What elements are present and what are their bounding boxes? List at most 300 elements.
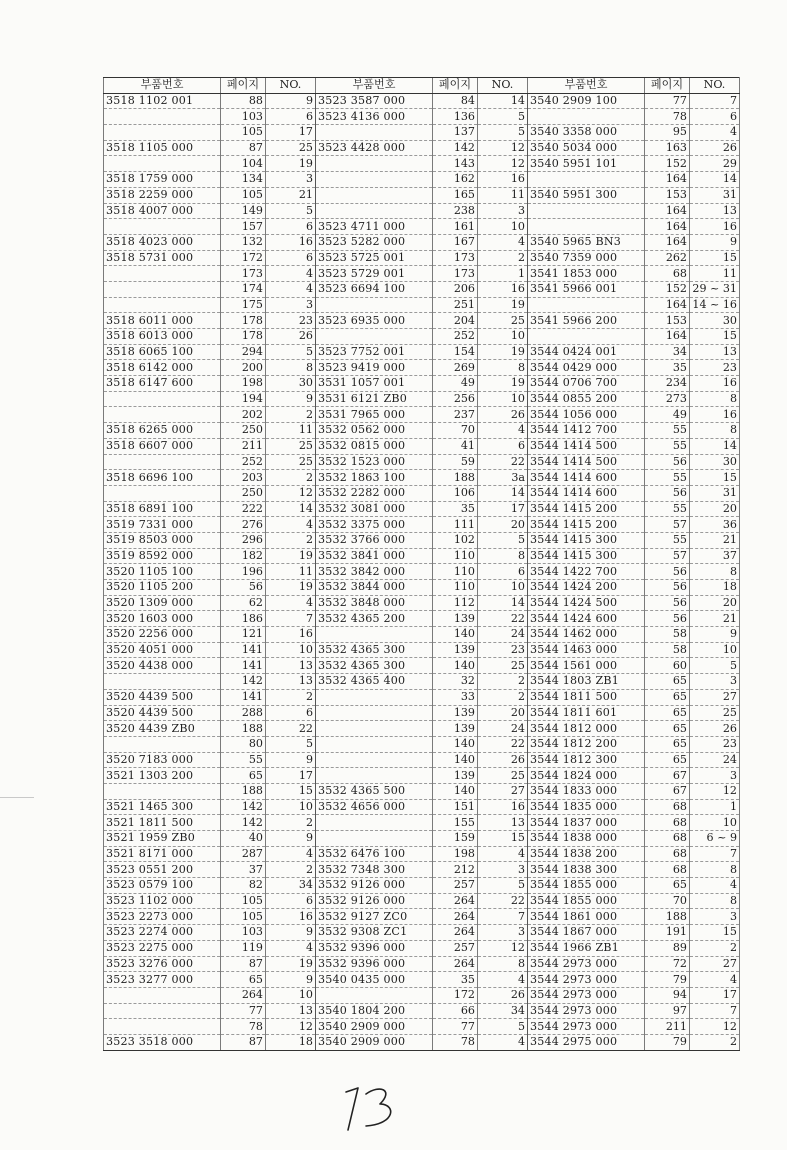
part-number-cell <box>104 674 221 690</box>
part-number-cell: 3521 1303 200 <box>104 768 221 784</box>
page-cell: 35 <box>433 972 478 988</box>
part-number-cell: 3540 5951 101 <box>528 156 645 172</box>
page-cell: 251 <box>433 297 478 313</box>
item-no-cell: 20 <box>690 501 740 517</box>
page-cell: 66 <box>433 1003 478 1019</box>
part-number-cell: 3523 3587 000 <box>316 93 433 109</box>
item-no-cell: 7 <box>690 93 740 109</box>
part-number-cell: 3521 1811 500 <box>104 815 221 831</box>
part-number-cell: 3521 1465 300 <box>104 799 221 815</box>
table-row <box>104 909 740 925</box>
part-number-cell: 3518 6696 100 <box>104 470 221 486</box>
item-no-cell: 2 <box>266 862 316 878</box>
item-no-cell: 8 <box>690 391 740 407</box>
item-no-cell: 10 <box>266 987 316 1003</box>
table-row <box>104 846 740 862</box>
scan-edge-mark <box>0 797 34 798</box>
page-cell: 70 <box>645 893 690 909</box>
item-no-cell: 9 <box>266 972 316 988</box>
part-number-cell: 3540 2909 000 <box>316 1034 433 1050</box>
page-cell: 78 <box>433 1034 478 1050</box>
page-cell: 65 <box>221 768 266 784</box>
page-cell: 140 <box>433 752 478 768</box>
part-number-cell: 3531 6121 ZB0 <box>316 391 433 407</box>
page-cell: 65 <box>645 705 690 721</box>
page-cell: 119 <box>221 940 266 956</box>
item-no-cell: 31 <box>690 187 740 203</box>
page-cell: 142 <box>433 140 478 156</box>
table-row <box>104 752 740 768</box>
page-cell: 165 <box>433 187 478 203</box>
page-cell: 153 <box>645 313 690 329</box>
part-number-cell: 3518 6013 000 <box>104 329 221 345</box>
page-cell: 68 <box>645 266 690 282</box>
table-row <box>104 564 740 580</box>
page-cell: 178 <box>221 329 266 345</box>
item-no-cell: 5 <box>266 203 316 219</box>
page-cell: 175 <box>221 297 266 313</box>
page-cell: 155 <box>433 815 478 831</box>
table-row <box>104 878 740 894</box>
page-cell: 273 <box>645 391 690 407</box>
table-header-row <box>104 78 740 94</box>
item-no-cell: 11 <box>478 187 528 203</box>
part-number-cell: 3544 1424 500 <box>528 595 645 611</box>
item-no-cell: 4 <box>478 423 528 439</box>
item-no-cell: 2 <box>266 532 316 548</box>
table-row <box>104 250 740 266</box>
item-no-cell: 5 <box>690 658 740 674</box>
part-number-cell: 3544 2973 000 <box>528 972 645 988</box>
page-cell: 97 <box>645 1003 690 1019</box>
item-no-cell: 2 <box>478 689 528 705</box>
table-row <box>104 736 740 752</box>
part-number-cell <box>316 627 433 643</box>
part-number-cell: 3532 9126 000 <box>316 878 433 894</box>
part-number-cell: 3523 5729 001 <box>316 266 433 282</box>
part-number-cell <box>528 109 645 125</box>
part-number-cell: 3532 3375 000 <box>316 517 433 533</box>
part-number-cell: 3518 4007 000 <box>104 203 221 219</box>
table-row <box>104 125 740 141</box>
table-row <box>104 297 740 313</box>
page-cell: 188 <box>221 721 266 737</box>
item-no-cell: 14 <box>478 595 528 611</box>
item-no-cell: 21 <box>690 611 740 627</box>
item-no-cell: 10 <box>478 580 528 596</box>
item-no-cell: 19 <box>478 297 528 313</box>
item-no-cell: 19 <box>266 548 316 564</box>
table-row <box>104 721 740 737</box>
item-no-cell: 16 <box>478 172 528 188</box>
item-no-cell: 17 <box>478 501 528 517</box>
page-cell: 102 <box>433 532 478 548</box>
page-cell: 60 <box>645 658 690 674</box>
page-cell: 162 <box>433 172 478 188</box>
page-cell: 56 <box>645 595 690 611</box>
part-number-cell: 3518 6265 000 <box>104 423 221 439</box>
part-number-cell: 3532 3081 000 <box>316 501 433 517</box>
part-number-cell: 3532 4365 500 <box>316 783 433 799</box>
table-row <box>104 768 740 784</box>
page-cell: 68 <box>645 831 690 847</box>
item-no-cell: 25 <box>478 313 528 329</box>
page-cell: 262 <box>645 250 690 266</box>
part-number-cell: 3523 4711 000 <box>316 219 433 235</box>
item-no-cell: 7 <box>478 909 528 925</box>
part-number-cell: 3544 2973 000 <box>528 987 645 1003</box>
page-cell: 104 <box>221 156 266 172</box>
table-row <box>104 627 740 643</box>
page-cell: 110 <box>433 564 478 580</box>
part-number-cell: 3519 8503 000 <box>104 532 221 548</box>
table-row <box>104 281 740 297</box>
page-cell: 41 <box>433 438 478 454</box>
part-number-cell: 3523 9419 000 <box>316 360 433 376</box>
part-number-cell: 3532 7348 300 <box>316 862 433 878</box>
item-no-cell: 6 <box>266 705 316 721</box>
page-cell: 88 <box>221 93 266 109</box>
page-cell: 87 <box>221 140 266 156</box>
item-no-cell: 7 <box>690 1003 740 1019</box>
page-cell: 139 <box>433 642 478 658</box>
page-cell: 77 <box>645 93 690 109</box>
item-no-cell: 29 <box>690 156 740 172</box>
page-cell: 294 <box>221 344 266 360</box>
page-cell: 112 <box>433 595 478 611</box>
item-no-cell: 4 <box>266 940 316 956</box>
part-number-cell: 3540 5951 300 <box>528 187 645 203</box>
page-cell: 70 <box>433 423 478 439</box>
page-cell: 141 <box>221 658 266 674</box>
column-header-part-number: 부품번호 <box>316 78 433 94</box>
item-no-cell: 2 <box>690 940 740 956</box>
page-cell: 264 <box>433 893 478 909</box>
page-cell: 212 <box>433 862 478 878</box>
item-no-cell: 5 <box>478 109 528 125</box>
item-no-cell: 30 <box>690 313 740 329</box>
page-cell: 141 <box>221 642 266 658</box>
item-no-cell: 10 <box>266 799 316 815</box>
part-number-cell: 3544 1861 000 <box>528 909 645 925</box>
part-number-cell <box>104 281 221 297</box>
part-number-cell <box>316 705 433 721</box>
page-cell: 276 <box>221 517 266 533</box>
page-cell: 153 <box>645 187 690 203</box>
page-cell: 57 <box>645 517 690 533</box>
item-no-cell: 26 <box>690 721 740 737</box>
page-cell: 173 <box>221 266 266 282</box>
part-number-cell: 3532 4365 300 <box>316 642 433 658</box>
part-number-cell: 3544 1812 000 <box>528 721 645 737</box>
part-number-cell: 3532 2282 000 <box>316 485 433 501</box>
item-no-cell: 9 <box>266 752 316 768</box>
part-number-cell: 3544 1966 ZB1 <box>528 940 645 956</box>
table-row <box>104 611 740 627</box>
table-row <box>104 454 740 470</box>
item-no-cell: 15 <box>690 250 740 266</box>
part-number-cell: 3540 2909 000 <box>316 1019 433 1035</box>
part-number-cell: 3544 0855 200 <box>528 391 645 407</box>
item-no-cell: 4 <box>266 846 316 862</box>
item-no-cell: 5 <box>478 532 528 548</box>
table-row <box>104 438 740 454</box>
part-number-cell: 3544 1462 000 <box>528 627 645 643</box>
item-no-cell: 3 <box>690 674 740 690</box>
item-no-cell: 11 <box>266 423 316 439</box>
item-no-cell: 3 <box>690 909 740 925</box>
part-number-cell: 3544 1561 000 <box>528 658 645 674</box>
page-cell: 103 <box>221 109 266 125</box>
part-number-cell: 3532 9126 000 <box>316 893 433 909</box>
table-row <box>104 501 740 517</box>
item-no-cell: 19 <box>266 156 316 172</box>
table-row <box>104 344 740 360</box>
item-no-cell: 15 <box>478 831 528 847</box>
item-no-cell: 13 <box>690 203 740 219</box>
table-row <box>104 1034 740 1050</box>
item-no-cell: 14 <box>690 438 740 454</box>
page-cell: 200 <box>221 360 266 376</box>
table-row <box>104 203 740 219</box>
item-no-cell: 3 <box>266 297 316 313</box>
part-number-cell: 3544 1855 000 <box>528 893 645 909</box>
table-row <box>104 956 740 972</box>
page-cell: 32 <box>433 674 478 690</box>
item-no-cell: 8 <box>266 360 316 376</box>
item-no-cell: 13 <box>478 815 528 831</box>
item-no-cell: 8 <box>690 564 740 580</box>
item-no-cell: 15 <box>266 783 316 799</box>
page-cell: 188 <box>221 783 266 799</box>
part-number-cell <box>316 736 433 752</box>
page-cell: 34 <box>645 344 690 360</box>
part-number-cell: 3544 1415 300 <box>528 548 645 564</box>
part-number-cell: 3518 6142 000 <box>104 360 221 376</box>
table-row <box>104 470 740 486</box>
part-number-cell <box>316 297 433 313</box>
part-number-cell: 3518 1759 000 <box>104 172 221 188</box>
table-row <box>104 831 740 847</box>
item-no-cell: 15 <box>690 925 740 941</box>
part-number-cell: 3544 1835 000 <box>528 799 645 815</box>
page-cell: 78 <box>645 109 690 125</box>
table-row <box>104 658 740 674</box>
page-cell: 82 <box>221 878 266 894</box>
page-cell: 65 <box>645 721 690 737</box>
part-number-cell <box>104 1019 221 1035</box>
page-cell: 139 <box>433 611 478 627</box>
table-row <box>104 705 740 721</box>
part-number-cell: 3520 1105 200 <box>104 580 221 596</box>
item-no-cell: 16 <box>478 281 528 297</box>
page-cell: 269 <box>433 360 478 376</box>
column-header-no: NO. <box>266 78 316 94</box>
item-no-cell: 13 <box>690 344 740 360</box>
page-cell: 68 <box>645 862 690 878</box>
part-number-cell: 3540 7359 000 <box>528 250 645 266</box>
item-no-cell: 3 <box>478 862 528 878</box>
item-no-cell: 9 <box>266 93 316 109</box>
part-number-cell: 3532 3841 000 <box>316 548 433 564</box>
item-no-cell: 12 <box>690 783 740 799</box>
part-number-cell: 3544 1812 200 <box>528 736 645 752</box>
page-cell: 56 <box>645 611 690 627</box>
part-number-cell: 3532 0815 000 <box>316 438 433 454</box>
page-cell: 164 <box>645 172 690 188</box>
item-no-cell: 1 <box>690 799 740 815</box>
page-cell: 164 <box>645 297 690 313</box>
page-cell: 55 <box>221 752 266 768</box>
item-no-cell: 4 <box>266 266 316 282</box>
item-no-cell: 5 <box>266 344 316 360</box>
part-number-cell: 3544 2975 000 <box>528 1034 645 1050</box>
item-no-cell: 27 <box>690 689 740 705</box>
item-no-cell: 31 <box>690 485 740 501</box>
table-row <box>104 187 740 203</box>
part-number-cell: 3544 1812 300 <box>528 752 645 768</box>
item-no-cell: 8 <box>478 360 528 376</box>
item-no-cell: 23 <box>690 360 740 376</box>
part-number-cell <box>316 329 433 345</box>
page-cell: 137 <box>433 125 478 141</box>
part-number-cell: 3544 1803 ZB1 <box>528 674 645 690</box>
page-cell: 35 <box>645 360 690 376</box>
item-no-cell: 26 <box>478 407 528 423</box>
page-cell: 57 <box>645 548 690 564</box>
page-cell: 105 <box>221 125 266 141</box>
item-no-cell: 20 <box>478 517 528 533</box>
page-cell: 65 <box>645 674 690 690</box>
item-no-cell: 16 <box>690 407 740 423</box>
page-cell: 80 <box>221 736 266 752</box>
page-cell: 139 <box>433 768 478 784</box>
item-no-cell: 8 <box>690 893 740 909</box>
part-number-cell <box>104 109 221 125</box>
page-cell: 264 <box>433 956 478 972</box>
item-no-cell: 14 <box>266 501 316 517</box>
page-cell: 55 <box>645 470 690 486</box>
item-no-cell: 7 <box>266 611 316 627</box>
page-cell: 140 <box>433 627 478 643</box>
item-no-cell: 10 <box>690 815 740 831</box>
part-number-cell: 3544 1415 300 <box>528 532 645 548</box>
page-cell: 194 <box>221 391 266 407</box>
part-number-cell: 3544 2973 000 <box>528 1003 645 1019</box>
part-number-cell <box>528 297 645 313</box>
part-number-cell: 3531 7965 000 <box>316 407 433 423</box>
part-number-cell: 3544 1414 500 <box>528 438 645 454</box>
item-no-cell: 24 <box>478 721 528 737</box>
page-cell: 77 <box>433 1019 478 1035</box>
page-cell: 65 <box>645 878 690 894</box>
item-no-cell: 19 <box>266 580 316 596</box>
page-cell: 161 <box>433 219 478 235</box>
part-number-cell <box>104 783 221 799</box>
table-row <box>104 156 740 172</box>
page-cell: 250 <box>221 485 266 501</box>
page-cell: 106 <box>433 485 478 501</box>
page-cell: 68 <box>645 846 690 862</box>
page-cell: 110 <box>433 580 478 596</box>
page-cell: 167 <box>433 234 478 250</box>
page-cell: 79 <box>645 972 690 988</box>
item-no-cell: 16 <box>266 234 316 250</box>
part-number-cell: 3518 2259 000 <box>104 187 221 203</box>
part-number-cell: 3523 2275 000 <box>104 940 221 956</box>
page-cell: 182 <box>221 548 266 564</box>
part-number-cell: 3532 1523 000 <box>316 454 433 470</box>
page-cell: 151 <box>433 799 478 815</box>
item-no-cell: 5 <box>266 736 316 752</box>
item-no-cell: 9 <box>690 627 740 643</box>
part-number-cell: 3544 1811 601 <box>528 705 645 721</box>
part-number-cell: 3520 4051 000 <box>104 642 221 658</box>
page-cell: 141 <box>221 689 266 705</box>
page-cell: 188 <box>433 470 478 486</box>
part-number-cell <box>528 203 645 219</box>
part-number-cell: 3544 1415 200 <box>528 517 645 533</box>
item-no-cell: 2 <box>266 815 316 831</box>
part-number-cell: 3540 0435 000 <box>316 972 433 988</box>
item-no-cell: 2 <box>266 407 316 423</box>
item-no-cell: 4 <box>266 595 316 611</box>
item-no-cell: 17 <box>266 768 316 784</box>
item-no-cell: 6 <box>478 564 528 580</box>
part-number-cell: 3523 2274 000 <box>104 925 221 941</box>
table-row <box>104 219 740 235</box>
part-number-cell: 3532 6476 100 <box>316 846 433 862</box>
part-number-cell: 3544 1422 700 <box>528 564 645 580</box>
part-number-cell: 3518 1105 000 <box>104 140 221 156</box>
table-row <box>104 360 740 376</box>
page-cell: 234 <box>645 376 690 392</box>
item-no-cell: 26 <box>690 140 740 156</box>
item-no-cell: 16 <box>266 909 316 925</box>
part-number-cell: 3544 1414 500 <box>528 454 645 470</box>
item-no-cell: 13 <box>266 658 316 674</box>
item-no-cell: 25 <box>266 438 316 454</box>
page-cell: 257 <box>433 940 478 956</box>
item-no-cell: 19 <box>266 956 316 972</box>
page-cell: 105 <box>221 187 266 203</box>
page-cell: 55 <box>645 532 690 548</box>
page-cell: 56 <box>645 580 690 596</box>
page-cell: 174 <box>221 281 266 297</box>
item-no-cell: 16 <box>690 376 740 392</box>
part-number-cell <box>104 736 221 752</box>
page-cell: 94 <box>645 987 690 1003</box>
table-row <box>104 674 740 690</box>
item-no-cell: 8 <box>478 548 528 564</box>
column-header-part-number: 부품번호 <box>528 78 645 94</box>
part-number-cell: 3532 3844 000 <box>316 580 433 596</box>
page-cell: 62 <box>221 595 266 611</box>
item-no-cell: 34 <box>266 878 316 894</box>
item-no-cell: 25 <box>478 768 528 784</box>
item-no-cell: 10 <box>266 642 316 658</box>
column-header-no: NO. <box>478 78 528 94</box>
item-no-cell: 4 <box>478 972 528 988</box>
part-number-cell: 3518 6147 600 <box>104 376 221 392</box>
item-no-cell: 5 <box>478 878 528 894</box>
table-row <box>104 689 740 705</box>
item-no-cell: 12 <box>690 1019 740 1035</box>
page-cell: 157 <box>221 219 266 235</box>
part-number-cell: 3540 5034 000 <box>528 140 645 156</box>
item-no-cell: 2 <box>478 674 528 690</box>
part-number-cell: 3518 6011 000 <box>104 313 221 329</box>
